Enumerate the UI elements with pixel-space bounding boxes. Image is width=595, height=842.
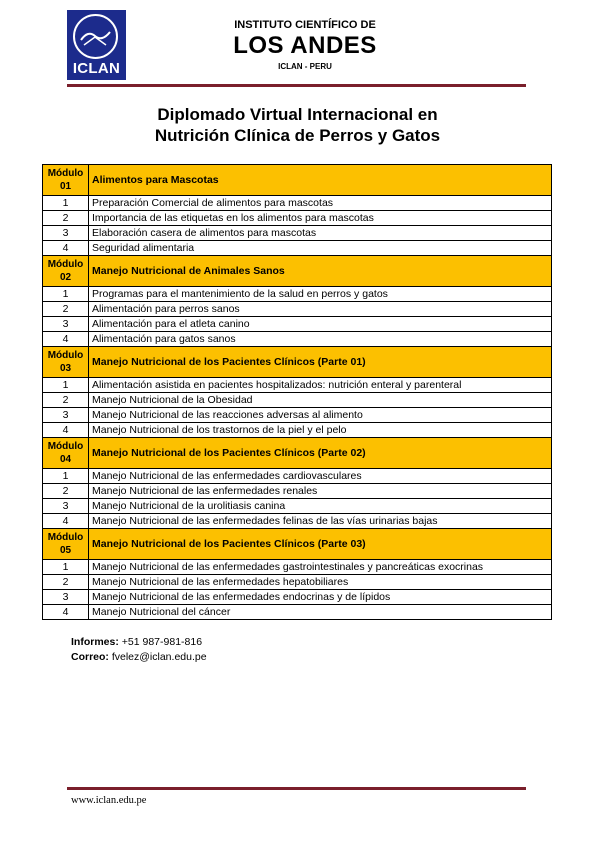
module-label: Módulo 05: [43, 529, 89, 560]
topic-number: 3: [43, 317, 89, 332]
module-title: Manejo Nutricional de Animales Sanos: [89, 256, 552, 287]
topic-title: Manejo Nutricional de las reacciones adversas al alimento: [89, 408, 552, 423]
module-label: Módulo 01: [43, 165, 89, 196]
topic-row: [43, 575, 552, 590]
topic-row: [43, 302, 552, 317]
topic-row: [43, 605, 552, 620]
curriculum-table: [42, 164, 552, 620]
topic-number: 2: [43, 575, 89, 590]
topic-row: [43, 393, 552, 408]
institute-logo: [67, 10, 126, 80]
topic-title: Manejo Nutricional de las enfermedades endocrinas y de lípidos: [89, 590, 552, 605]
topic-row: [43, 287, 552, 302]
topic-row: [43, 484, 552, 499]
contact-email: [71, 651, 207, 663]
topic-title: Alimentación para gatos sanos: [89, 332, 552, 347]
topic-number: 1: [43, 469, 89, 484]
topic-number: 2: [43, 393, 89, 408]
module-header-row: [43, 165, 552, 196]
topic-title: Alimentación asistida en pacientes hospitalizados: nutrición enteral y parenteral: [89, 378, 552, 393]
footer-divider: [67, 787, 526, 790]
institute-name-line2: LOS ANDES: [233, 32, 377, 59]
topic-title: Programas para el mantenimiento de la salud en perros y gatos: [89, 287, 552, 302]
topic-number: 2: [43, 211, 89, 226]
topic-row: [43, 211, 552, 226]
topic-title: Manejo Nutricional del cáncer: [89, 605, 552, 620]
topic-title: Alimentación para el atleta canino: [89, 317, 552, 332]
topic-row: [43, 499, 552, 514]
topic-number: 4: [43, 241, 89, 256]
logo-text: ICLAN: [72, 60, 121, 77]
topic-row: [43, 590, 552, 605]
topic-row: [43, 408, 552, 423]
module-header-row: [43, 256, 552, 287]
module-header-row: [43, 347, 552, 378]
institute-name-line3: ICLAN - PERU: [278, 62, 332, 71]
topic-number: 4: [43, 423, 89, 438]
module-label: Módulo 04: [43, 438, 89, 469]
module-title: Manejo Nutricional de los Pacientes Clínicos (Parte 02): [89, 438, 552, 469]
module-header-row: [43, 529, 552, 560]
footer-website-link[interactable]: www.iclan.edu.pe: [71, 795, 147, 806]
topic-number: 3: [43, 590, 89, 605]
topic-number: 1: [43, 196, 89, 211]
topic-title: Manejo Nutricional de la urolitiasis canina: [89, 499, 552, 514]
topic-row: [43, 317, 552, 332]
topic-number: 3: [43, 226, 89, 241]
topic-row: [43, 469, 552, 484]
page-title-line1: Diplomado Virtual Internacional en: [157, 105, 438, 124]
topic-number: 3: [43, 408, 89, 423]
module-label: Módulo 03: [43, 347, 89, 378]
module-label: Módulo 02: [43, 256, 89, 287]
topic-number: 1: [43, 287, 89, 302]
contact-phone: [71, 636, 202, 648]
header-divider: [67, 84, 526, 87]
topic-number: 2: [43, 302, 89, 317]
topic-number: 1: [43, 560, 89, 575]
topic-row: [43, 241, 552, 256]
email-label: Correo:: [71, 651, 109, 663]
phone-label: Informes:: [71, 636, 119, 648]
topic-row: [43, 226, 552, 241]
email-value[interactable]: fvelez@iclan.edu.pe: [111, 651, 207, 663]
topic-title: Seguridad alimentaria: [89, 241, 552, 256]
topic-title: Manejo Nutricional de los trastornos de la piel y el pelo: [89, 423, 552, 438]
topic-title: Manejo Nutricional de las enfermedades renales: [89, 484, 552, 499]
topic-row: [43, 196, 552, 211]
phone-value[interactable]: +51 987-981-816: [121, 636, 203, 648]
topic-row: [43, 423, 552, 438]
topic-title: Manejo Nutricional de la Obesidad: [89, 393, 552, 408]
module-header-row: [43, 438, 552, 469]
topic-title: Alimentación para perros sanos: [89, 302, 552, 317]
topic-row: [43, 332, 552, 347]
topic-number: 4: [43, 332, 89, 347]
topic-number: 1: [43, 378, 89, 393]
topic-title: Manejo Nutricional de las enfermedades gastrointestinales y pancreáticas exocrinas: [89, 560, 552, 575]
topic-number: 2: [43, 484, 89, 499]
institute-name-line1: INSTITUTO CIENTÍFICO DE: [234, 19, 376, 31]
topic-title: Manejo Nutricional de las enfermedades felinas de las vías urinarias bajas: [89, 514, 552, 529]
topic-row: [43, 560, 552, 575]
module-title: Alimentos para Mascotas: [89, 165, 552, 196]
topic-number: 4: [43, 514, 89, 529]
topic-row: [43, 378, 552, 393]
topic-number: 3: [43, 499, 89, 514]
topic-title: Preparación Comercial de alimentos para mascotas: [89, 196, 552, 211]
topic-number: 4: [43, 605, 89, 620]
module-title: Manejo Nutricional de los Pacientes Clínicos (Parte 01): [89, 347, 552, 378]
topic-title: Elaboración casera de alimentos para mascotas: [89, 226, 552, 241]
topic-title: Importancia de las etiquetas en los alimentos para mascotas: [89, 211, 552, 226]
topic-title: Manejo Nutricional de las enfermedades hepatobiliares: [89, 575, 552, 590]
topic-row: [43, 514, 552, 529]
page-title-line2: Nutrición Clínica de Perros y Gatos: [154, 126, 441, 145]
topic-title: Manejo Nutricional de las enfermedades cardiovasculares: [89, 469, 552, 484]
logo-emblem-icon: [73, 14, 118, 59]
module-title: Manejo Nutricional de los Pacientes Clínicos (Parte 03): [89, 529, 552, 560]
